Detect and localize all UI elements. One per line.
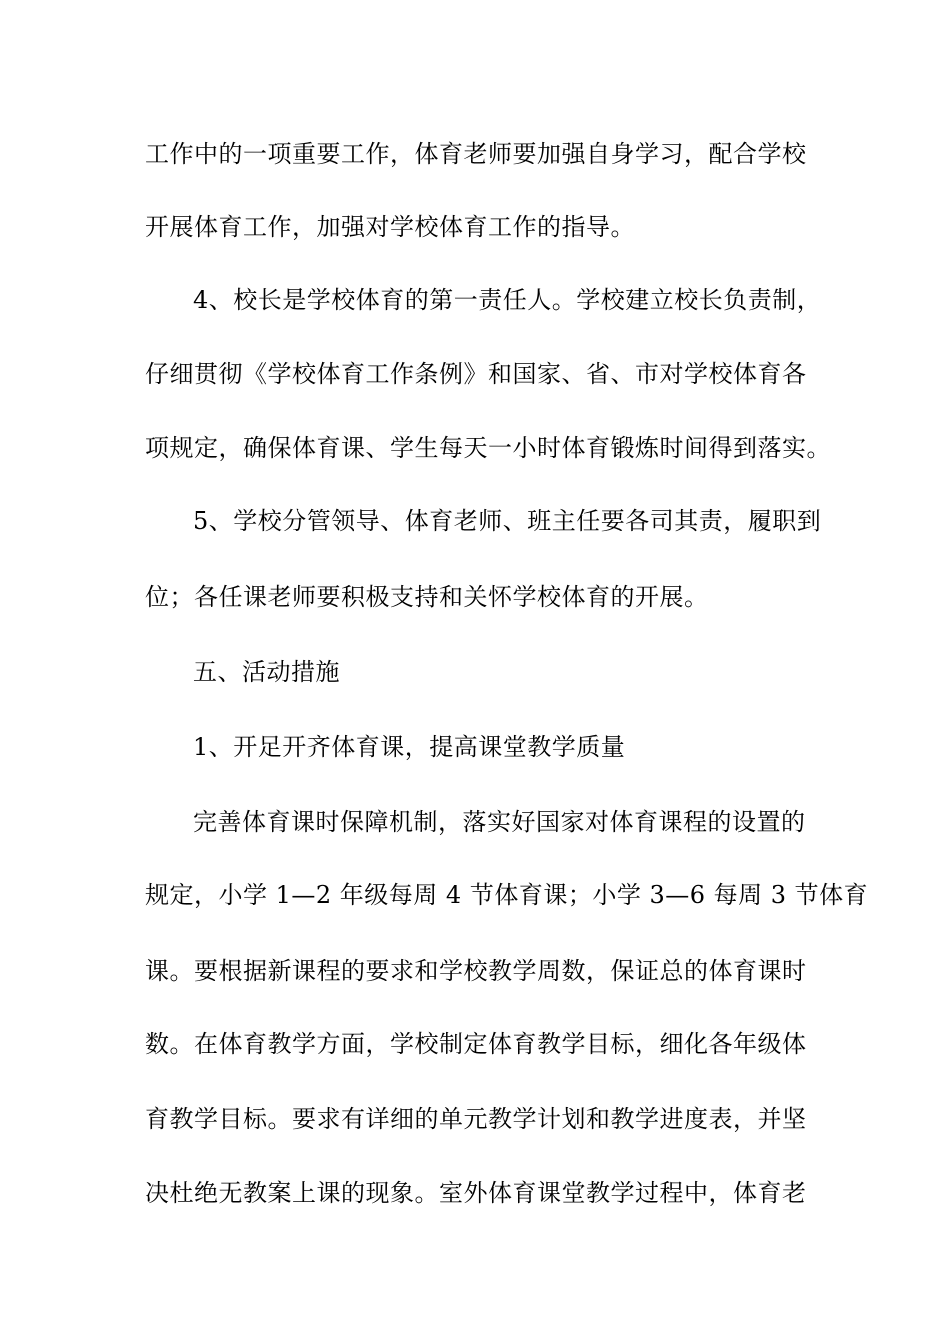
paragraph-line: 开展体育工作，加强对学校体育工作的指导。: [145, 213, 635, 241]
paragraph-line: 决杜绝无教案上课的现象。室外体育课堂教学过程中，体育老: [145, 1179, 807, 1207]
paragraph-line: 工作中的一项重要工作，体育老师要加强自身学习，配合学校: [145, 140, 807, 168]
paragraph-line: 规定，小学 1—2 年级每周 4 节体育课；小学 3—6 每周 3 节体育: [145, 881, 869, 909]
paragraph-line: 位；各任课老师要积极支持和关怀学校体育的开展。: [145, 583, 709, 611]
paragraph-line: 项规定，确保体育课、学生每天一小时体育锻炼时间得到落实。: [145, 434, 831, 462]
paragraph-line: 仔细贯彻《学校体育工作条例》和国家、省、市对学校体育各: [145, 360, 807, 388]
paragraph-line: 完善体育课时保障机制，落实好国家对体育课程的设置的: [193, 808, 806, 836]
subsection-heading: 1、开足开齐体育课，提高课堂教学质量: [193, 733, 626, 761]
paragraph-line: 5、学校分管领导、体育老师、班主任要各司其责，履职到: [193, 507, 822, 535]
paragraph-line: 课。要根据新课程的要求和学校教学周数，保证总的体育课时: [145, 957, 807, 985]
paragraph-line: 育教学目标。要求有详细的单元教学计划和教学进度表，并坚: [145, 1105, 807, 1133]
section-heading: 五、活动措施: [193, 658, 340, 686]
paragraph-line: 数。在体育教学方面，学校制定体育教学目标，细化各年级体: [145, 1030, 807, 1058]
paragraph-line: 4、校长是学校体育的第一责任人。学校建立校长负责制，: [193, 286, 822, 314]
